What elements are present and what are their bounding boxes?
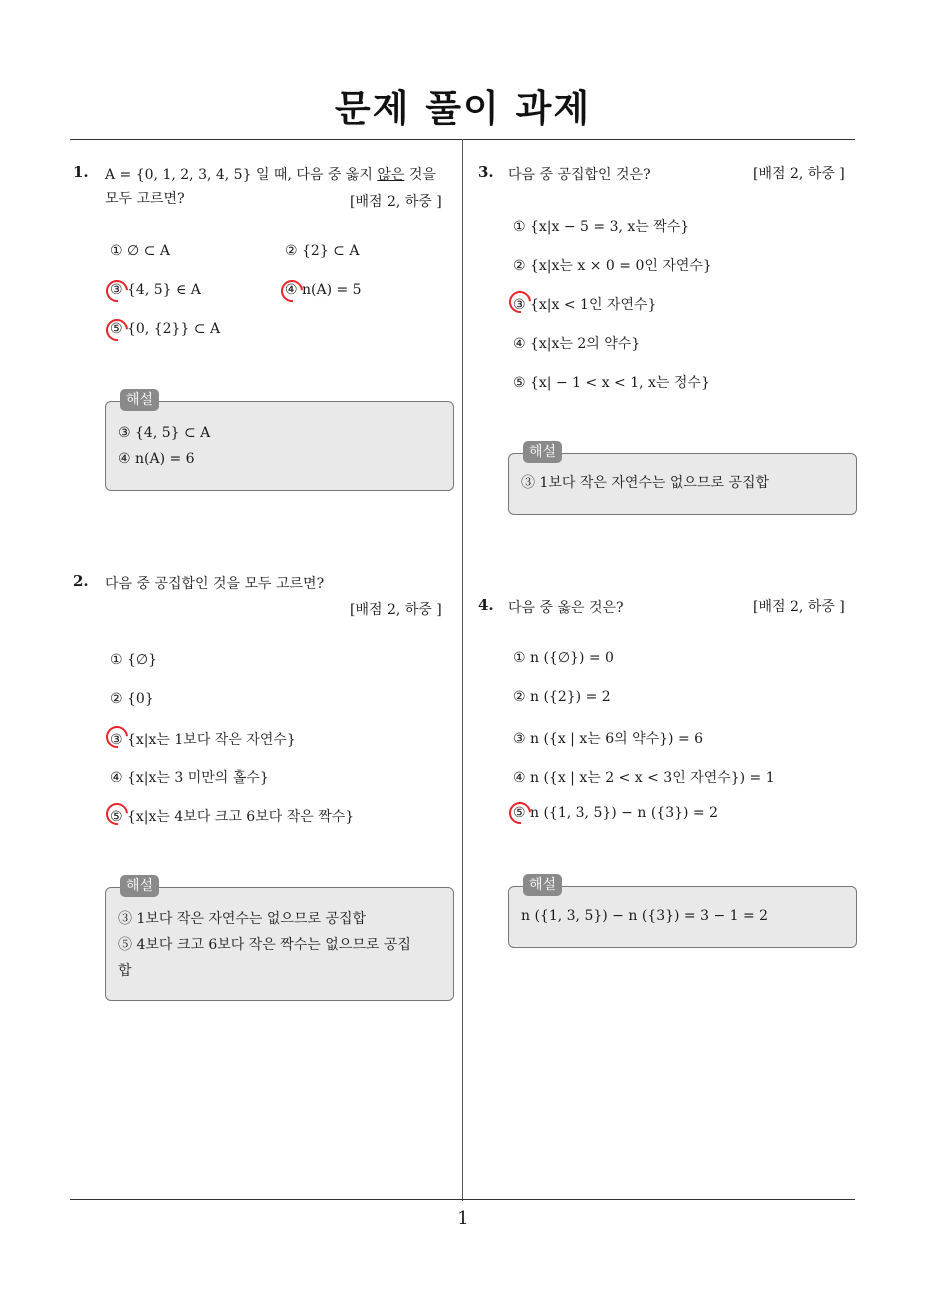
solution-tag: 해설 bbox=[120, 875, 159, 897]
option-1[interactable]: ① {x|x − 5 = 3, x는 짝수} bbox=[513, 219, 690, 235]
page-number: 1 bbox=[457, 1208, 469, 1229]
option-5[interactable]: ⑤ n ({1, 3, 5}) − n ({3}) = 2 bbox=[513, 805, 719, 821]
solution-tag: 해설 bbox=[523, 441, 562, 463]
question-number: 3. bbox=[478, 163, 494, 181]
option-3[interactable]: ③ {x|x < 1인 자연수} bbox=[513, 297, 657, 313]
footer-rule bbox=[70, 1199, 855, 1200]
option-4[interactable]: ④ {x|x는 2의 약수} bbox=[513, 336, 641, 352]
option-2[interactable]: ② {x|x는 x × 0 = 0인 자연수} bbox=[513, 258, 712, 274]
question-text: 다음 중 공집합인 것을 모두 고르면? bbox=[105, 576, 325, 592]
solution-box bbox=[105, 392, 454, 491]
solution-tag: 해설 bbox=[523, 874, 562, 896]
solution-line: 합 bbox=[118, 963, 132, 979]
option-1[interactable]: ① ∅ ⊂ A bbox=[110, 243, 170, 259]
question-text: 다음 중 공집합인 것은? bbox=[508, 167, 651, 183]
question-number: 1. bbox=[73, 163, 89, 181]
question-text-line2: 모두 고르면? bbox=[105, 191, 185, 207]
answer-mark bbox=[102, 276, 133, 307]
score-label: [배점 2, 하중 ] bbox=[753, 599, 845, 615]
solution-line: ③ {4, 5} ⊂ A bbox=[118, 425, 211, 441]
solution-line: ③ 1보다 작은 자연수는 없으므로 공집합 bbox=[521, 475, 770, 491]
answer-mark bbox=[505, 798, 536, 829]
option-2[interactable]: ② {0} bbox=[110, 691, 154, 707]
option-1[interactable]: ① n ({∅}) = 0 bbox=[513, 650, 614, 666]
question-number: 2. bbox=[73, 572, 89, 590]
question-number: 4. bbox=[478, 596, 494, 614]
column-divider bbox=[462, 139, 463, 1201]
answer-mark bbox=[277, 276, 308, 307]
option-3[interactable]: ③ {x|x는 1보다 작은 자연수} bbox=[110, 732, 296, 748]
score-label: [배점 2, 하중 ] bbox=[350, 602, 442, 618]
solution-box bbox=[508, 877, 857, 948]
solution-line: ③ 1보다 작은 자연수는 없으므로 공집합 bbox=[118, 911, 367, 927]
option-4[interactable]: ④ n(A) = 5 bbox=[285, 282, 362, 298]
score-label: [배점 2, 하중 ] bbox=[350, 194, 442, 210]
solution-line: ⑤ 4보다 크고 6보다 작은 짝수는 없으므로 공집 bbox=[118, 937, 411, 953]
answer-mark bbox=[102, 315, 133, 346]
option-5[interactable]: ⑤ {x| − 1 < x < 1, x는 정수} bbox=[513, 375, 710, 391]
page-title: 문제 풀이 과제 bbox=[334, 87, 592, 130]
score-label: [배점 2, 하중 ] bbox=[753, 166, 845, 182]
question-text-suffix: 것을 bbox=[404, 167, 436, 183]
option-3[interactable]: ③ {4, 5} ∈ A bbox=[110, 282, 201, 298]
option-1[interactable]: ① {∅} bbox=[110, 652, 158, 668]
solution-box bbox=[508, 444, 857, 515]
solution-line: ④ n(A) = 6 bbox=[118, 451, 195, 467]
question-text-prefix: A = {0, 1, 2, 3, 4, 5} 일 때, 다음 중 옳지 bbox=[105, 167, 378, 183]
option-2[interactable]: ② n ({2}) = 2 bbox=[513, 689, 611, 705]
solution-box bbox=[105, 878, 454, 1001]
option-4[interactable]: ④ n ({x | x는 2 < x < 3인 자연수}) = 1 bbox=[513, 770, 775, 786]
option-5[interactable]: ⑤ {x|x는 4보다 크고 6보다 작은 짝수} bbox=[110, 809, 355, 825]
solution-tag: 해설 bbox=[120, 389, 159, 411]
option-5[interactable]: ⑤ {0, {2}} ⊂ A bbox=[110, 321, 221, 337]
question-text: 다음 중 옳은 것은? bbox=[508, 600, 624, 616]
solution-line: n ({1, 3, 5}) − n ({3}) = 3 − 1 = 2 bbox=[521, 908, 769, 924]
option-4[interactable]: ④ {x|x는 3 미만의 홀수} bbox=[110, 770, 269, 786]
option-2[interactable]: ② {2} ⊂ A bbox=[285, 243, 360, 259]
option-3[interactable]: ③ n ({x | x는 6의 약수}) = 6 bbox=[513, 731, 704, 747]
question-text-emphasis: 않은 bbox=[377, 167, 405, 183]
